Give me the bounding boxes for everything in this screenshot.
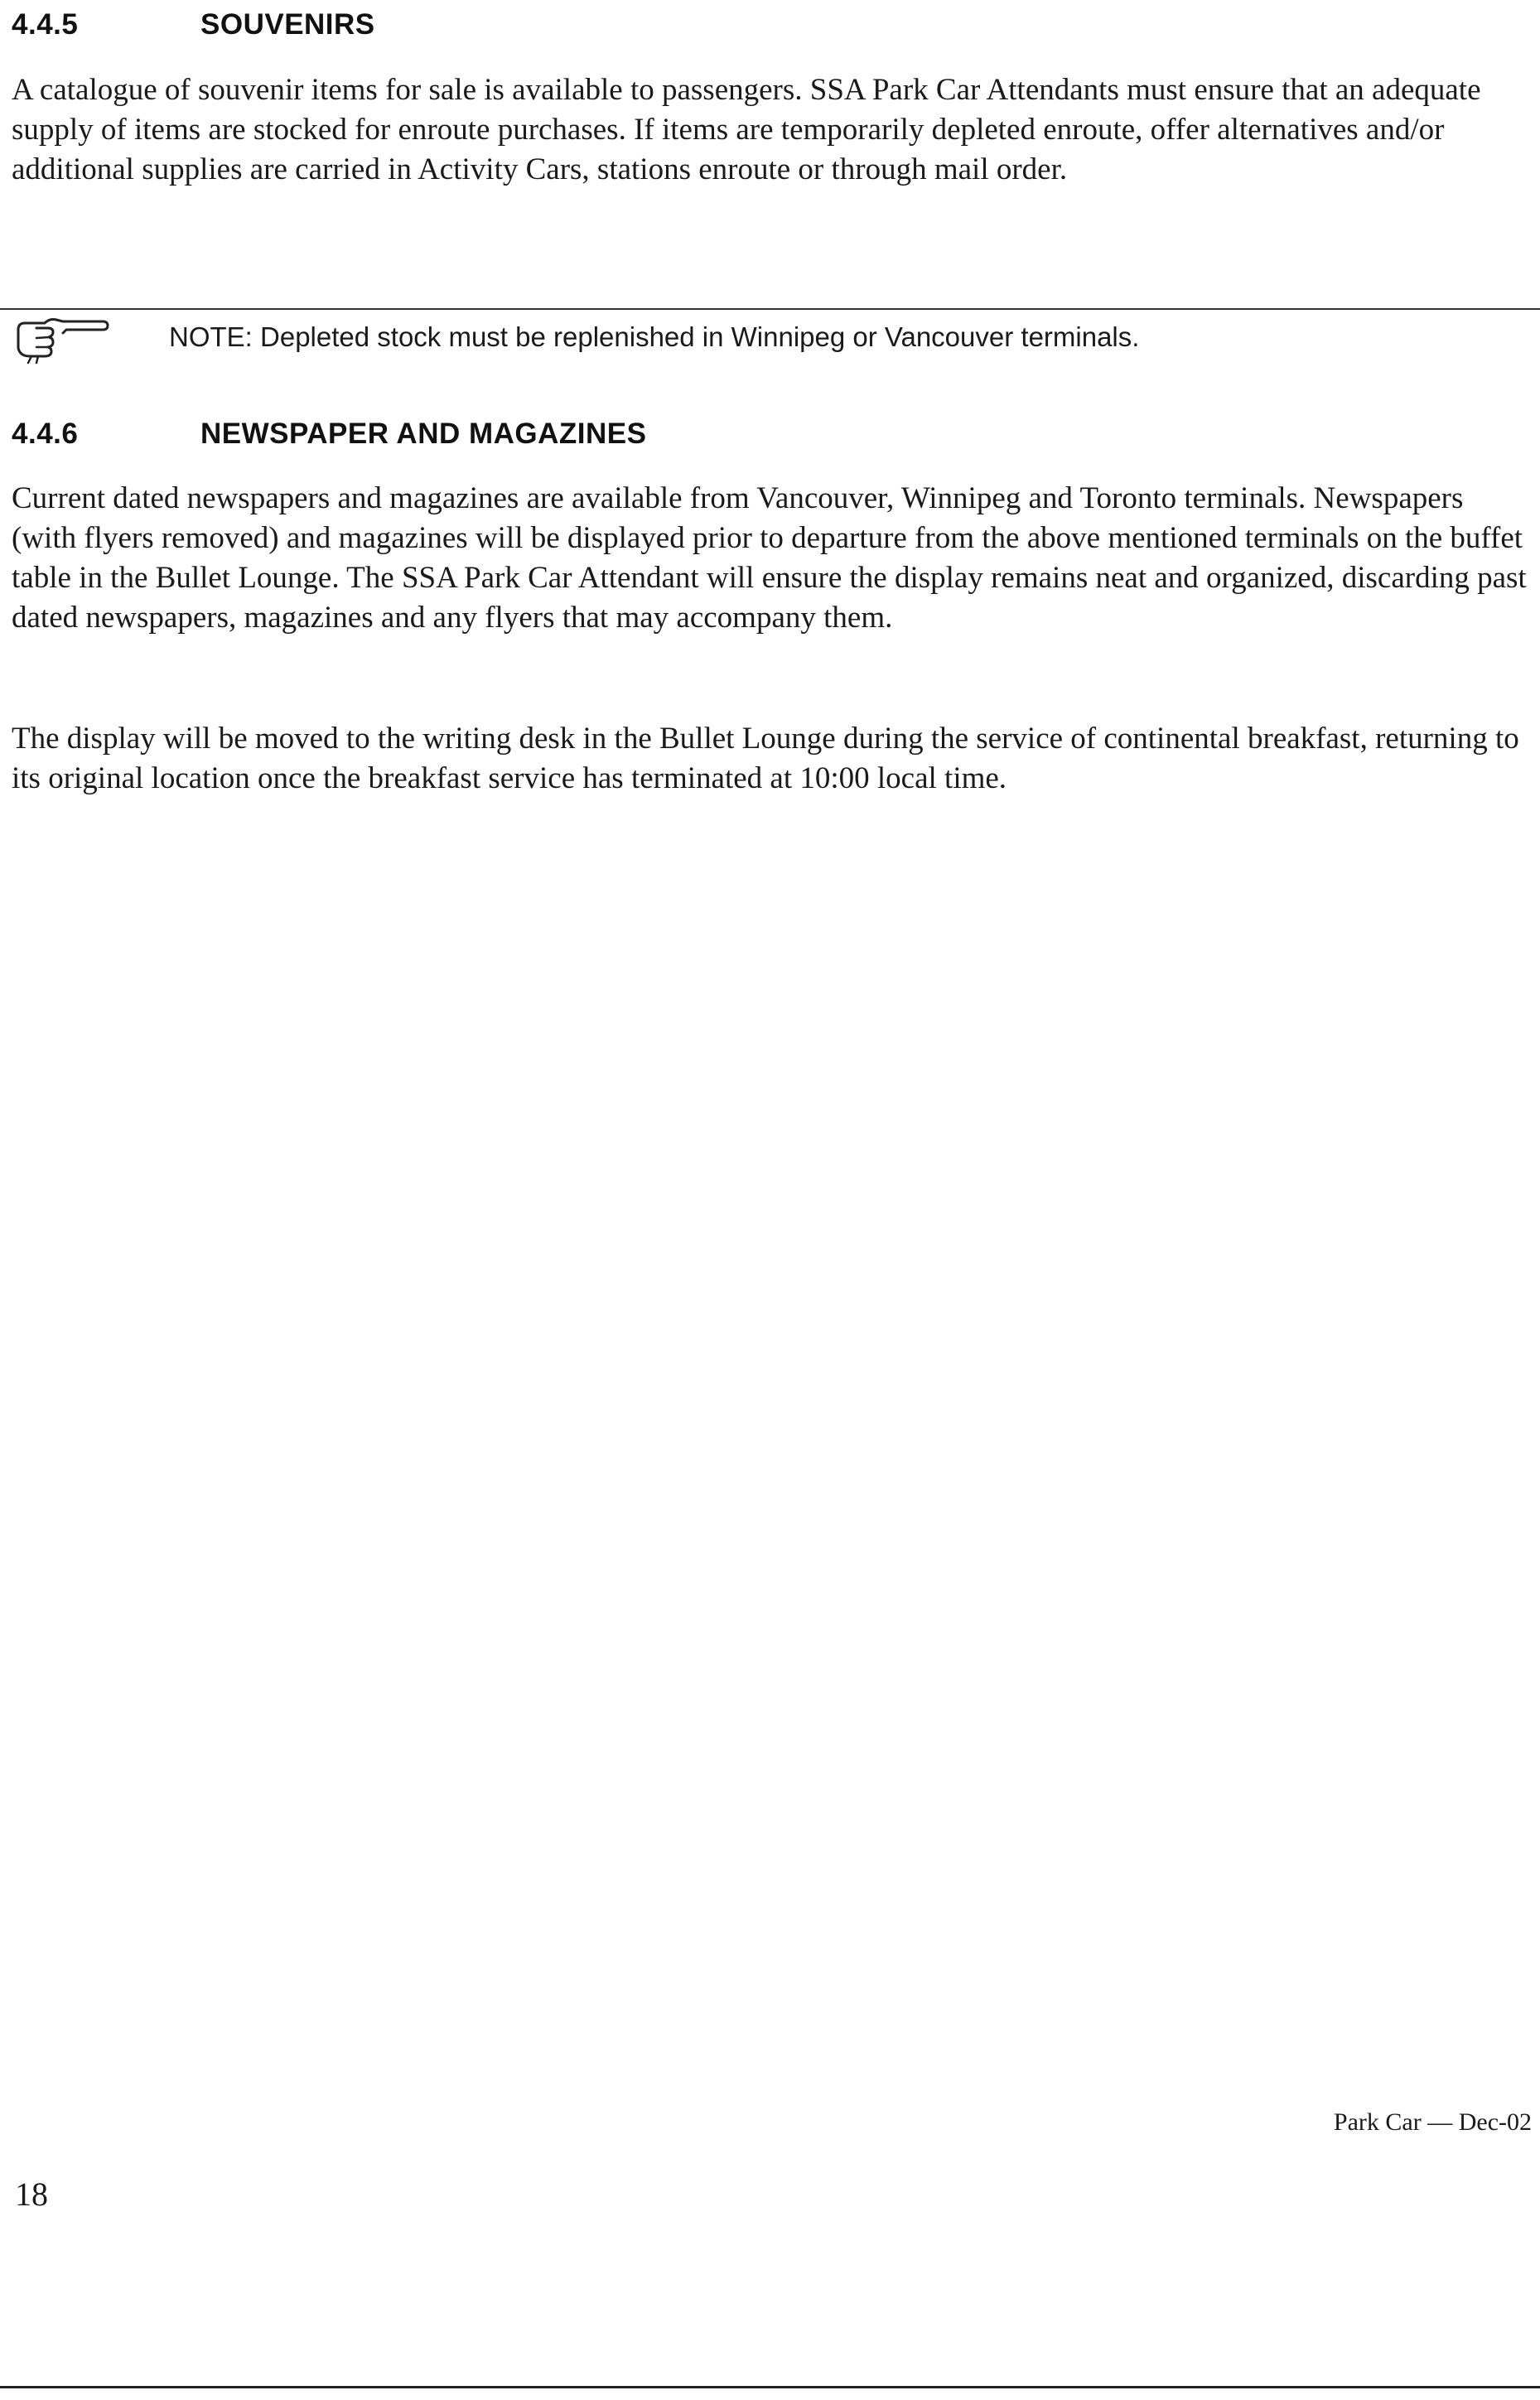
footer-document-label: Park Car — Dec-02: [1333, 2108, 1532, 2136]
note: [12, 315, 1528, 365]
section-title: SOUVENIRS: [200, 8, 375, 41]
section-number: 4.4.6: [12, 418, 79, 450]
pointing-hand-icon: [12, 315, 111, 365]
section-heading-newspaper-and-magazines: [12, 418, 646, 451]
newspaper-paragraph-1: Current dated newspapers and magazines are available from Vancouver, Winnipeg and Toronto terminals. Newspapers (with flyers removed) and magazines will be displayed prior to departure from the above mentioned terminals on the buffet table in the Bullet Lounge. The SSA Park Car Attendant will ensure the display remains neat and organized, discarding past dated newspapers, magazines and any flyers that may accompany them.: [12, 481, 1527, 635]
section-title: NEWSPAPER AND MAGAZINES: [200, 418, 647, 450]
section-number: 4.4.5: [12, 8, 79, 41]
bottom-divider: [0, 2386, 1540, 2388]
page-number: 18: [15, 2175, 48, 2213]
newspaper-paragraph-2: The display will be moved to the writing desk in the Bullet Lounge during the service of continental breakfast, returning to its original location once the breakfast service has terminated at 10:00 local time.: [12, 722, 1519, 795]
note-text: NOTE: Depleted stock must be replenished in Winnipeg or Vancouver terminals.: [169, 321, 1140, 352]
section-heading-souvenirs: [12, 8, 375, 41]
divider: [0, 308, 1540, 310]
souvenirs-paragraph: A catalogue of souvenir items for sale is available to passengers. SSA Park Car Attendants must ensure that an adequate supply of items are stocked for enroute purchases. If items are temporarily depleted enroute, offer alternatives and/or additional supplies are carried in Activity Cars, stations enroute or through mail order.: [12, 73, 1481, 186]
